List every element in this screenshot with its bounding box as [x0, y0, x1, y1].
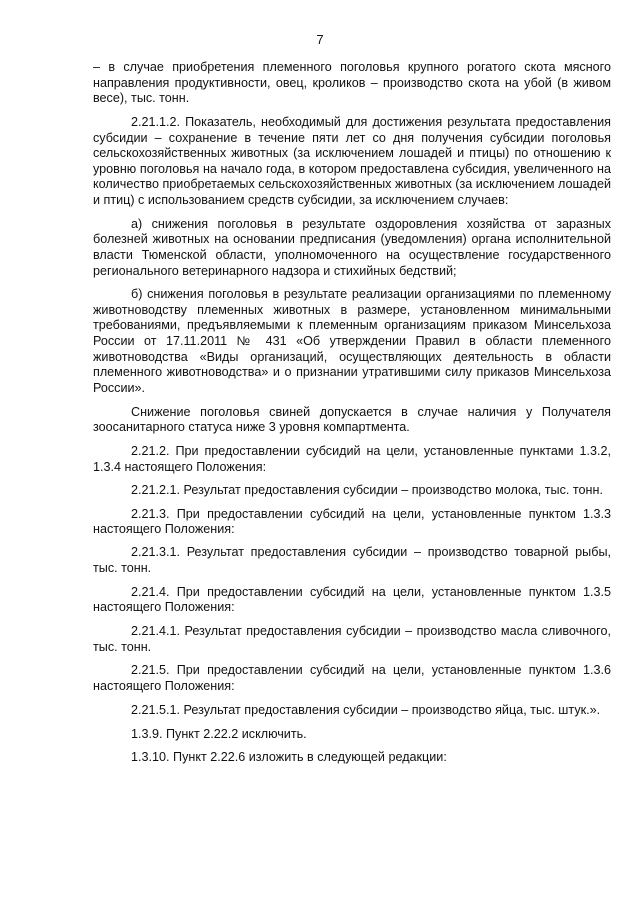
paragraph-exception-b: б) снижения поголовья в результате реализации организациями по племенному животноводству племенных животных в размере, установленном минимальными требованиями, предъявляемыми к племенным организациям приказом Минсельхоза России от 17.11.2011 № 431 «Об утверждении Правил в области племенного животноводства «Виды организаций, осуществляющих деятельность в области племенного животноводства» и о признании утратившими силу приказов Минсельхоза России».: [93, 287, 611, 395]
paragraph-2-21-3: 2.21.3. При предоставлении субсидий на цели, установленные пунктом 1.3.3 настоящего Положения:: [93, 506, 611, 537]
paragraph-2-21-5-1: 2.21.5.1. Результат предоставления субсидии – производство яйца, тыс. штук.».: [131, 702, 601, 717]
paragraph-2-21-4-1: 2.21.4.1. Результат предоставления субсидии – производство масла сливочного, тыс. тонн.: [93, 624, 611, 654]
paragraph-cattle-meat-result: – в случае приобретения племенного поголовья крупного рогатого скота мясного направления продуктивности, овец, кроликов – производство скота на убой (в живом весе), тыс. тонн.: [93, 60, 611, 106]
paragraph-1-3-10: 1.3.10. Пункт 2.22.6 изложить в следующей редакции:: [131, 750, 447, 765]
paragraph-1-3-9: 1.3.9. Пункт 2.22.2 исключить.: [131, 726, 307, 741]
paragraph-2-21-1-2: 2.21.1.2. Показатель, необходимый для достижения результата предоставления субсидии – сохранение в течение пяти лет со дня получения субсидии поголовья сельскохозяйственных животных (за исключением лошадей и птицы) по отношению к уровню поголовья на начало года, в котором предоставлена субсидия, увеличенного на количество приобретаемых сельскохозяйственных животных (за исключением лошадей и птиц) с использованием средств субсидии, за исключением случаев:: [93, 114, 611, 207]
paragraph-2-21-5: 2.21.5. При предоставлении субсидий на цели, установленные пунктом 1.3.6 настоящего Положения:: [93, 663, 611, 694]
paragraph-exception-a: а) снижения поголовья в результате оздоровления хозяйства от заразных болезней животных на основании предписания (уведомления) органа исполнительной власти Тюменской области, уполномоченного на осуществление государственного регионального ветеринарного надзора и стихийных бедствий;: [93, 216, 611, 278]
paragraph-2-21-2: 2.21.2. При предоставлении субсидий на цели, установленные пунктами 1.3.2, 1.3.4 настоящего Положения:: [93, 444, 611, 474]
paragraph-2-21-2-1: 2.21.2.1. Результат предоставления субсидии – производство молока, тыс. тонн.: [131, 482, 603, 497]
paragraph-pig-reduction: Снижение поголовья свиней допускается в случае наличия у Получателя зоосанитарного статуса ниже 3 уровня компартмента.: [93, 404, 611, 435]
paragraph-2-21-3-1: 2.21.3.1. Результат предоставления субсидии – производство товарной рыбы, тыс. тонн.: [93, 545, 611, 575]
page-number: 7: [316, 32, 324, 47]
document-body: [93, 60, 611, 766]
paragraph-2-21-4: 2.21.4. При предоставлении субсидий на цели, установленные пунктом 1.3.5 настоящего Положения:: [93, 584, 611, 615]
